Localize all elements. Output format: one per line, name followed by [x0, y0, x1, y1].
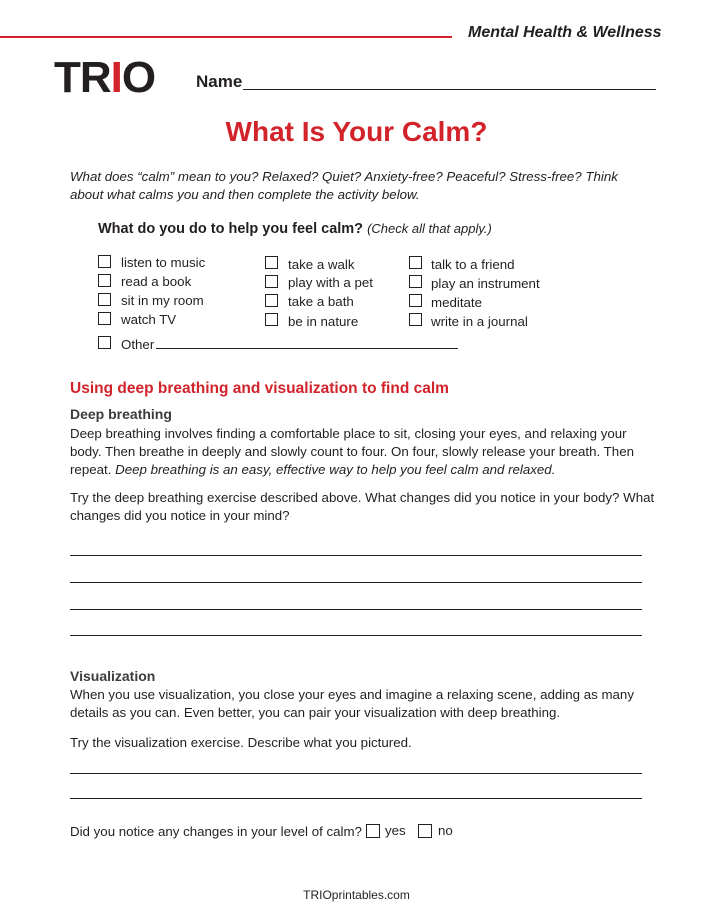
checkbox-be-in-nature[interactable]: [265, 313, 278, 326]
yes-label: yes: [385, 823, 406, 838]
checkbox-no[interactable]: [418, 824, 432, 838]
deep-breathing-heading: Deep breathing: [70, 406, 172, 422]
answer-line[interactable]: [70, 635, 642, 636]
option-label: be in nature: [288, 314, 359, 329]
option-label: read a book: [121, 274, 192, 289]
deep-breathing-text: [70, 425, 660, 479]
deep-breathing-prompt: Try the deep breathing exercise described above. What changes did you notice in your body? What changes did you notice in your mind?: [70, 490, 655, 523]
checkbox-take-a-walk[interactable]: [265, 256, 278, 269]
deep-breathing-emphasis: Deep breathing is an easy, effective way to help you feel calm and relaxed.: [115, 462, 556, 477]
logo-text-i: I: [110, 53, 122, 102]
trio-logo: [54, 53, 156, 102]
section-title: Mental Health & Wellness: [468, 24, 662, 41]
checkbox-watch-tv[interactable]: [98, 312, 111, 325]
checkbox-other[interactable]: [98, 336, 111, 349]
checkbox-take-a-bath[interactable]: [265, 294, 278, 307]
final-question: Did you notice any changes in your level of calm?: [70, 824, 362, 839]
question-heading: [98, 221, 492, 237]
option-label: write in a journal: [431, 314, 528, 329]
logo-text-tr: TR: [54, 53, 111, 102]
answer-line[interactable]: [70, 582, 642, 583]
checkbox-read-a-book[interactable]: [98, 274, 111, 287]
answer-line[interactable]: [70, 773, 642, 774]
option-label-other: Other: [121, 337, 155, 352]
answer-line[interactable]: [70, 609, 642, 610]
checkbox-meditate[interactable]: [409, 294, 422, 307]
answer-line[interactable]: [70, 798, 642, 799]
option-label: watch TV: [121, 312, 177, 327]
option-label: sit in my room: [121, 293, 204, 308]
option-label: meditate: [431, 295, 482, 310]
footer-url[interactable]: TRIOprintables.com: [303, 888, 410, 902]
page-title: What Is Your Calm?: [225, 116, 488, 147]
visualization-text: When you use visualization, you close your eyes and imagine a relaxing scene, adding as many details as you can. Even better, you can pair your visualization with deep breathing.: [70, 687, 634, 720]
checkbox-play-with-a-pet[interactable]: [265, 275, 278, 288]
option-label: take a walk: [288, 257, 355, 272]
checkbox-talk-to-a-friend[interactable]: [409, 256, 422, 269]
visualization-heading: Visualization: [70, 668, 156, 684]
option-label: play with a pet: [288, 275, 374, 290]
option-label: talk to a friend: [431, 257, 515, 272]
visualization-prompt: Try the visualization exercise. Describe what you pictured.: [70, 735, 412, 750]
checkbox-play-an-instrument[interactable]: [409, 275, 422, 288]
option-label: play an instrument: [431, 276, 540, 291]
question-text: What do you do to help you feel calm?: [98, 221, 364, 237]
checkbox-write-in-a-journal[interactable]: [409, 313, 422, 326]
deep-breathing-body: Deep breathing involves finding a comfortable place to sit, closing your eyes, and relaxing your body. Then breathe in deeply and slowly count to four. On four, slowly release your breath. Then repeat.: [70, 426, 634, 477]
option-label: take a bath: [288, 294, 354, 309]
no-label: no: [438, 823, 453, 838]
checkbox-yes[interactable]: [366, 824, 380, 838]
other-field[interactable]: [156, 348, 458, 349]
option-label: listen to music: [121, 255, 206, 270]
answer-line[interactable]: [70, 555, 642, 556]
checkbox-sit-in-my-room[interactable]: [98, 293, 111, 306]
section-heading: Using deep breathing and visualization to find calm: [70, 380, 449, 397]
checkbox-listen-to-music[interactable]: [98, 255, 111, 268]
name-field[interactable]: [243, 89, 656, 90]
header-rule: [0, 36, 452, 38]
name-label: Name: [196, 72, 243, 91]
intro-text: What does “calm” mean to you? Relaxed? Quiet? Anxiety-free? Peaceful? Stress-free? Think about what calms you and then complete the activity below.: [70, 169, 618, 202]
question-note: (Check all that apply.): [367, 221, 492, 236]
logo-text-o: O: [121, 53, 156, 102]
